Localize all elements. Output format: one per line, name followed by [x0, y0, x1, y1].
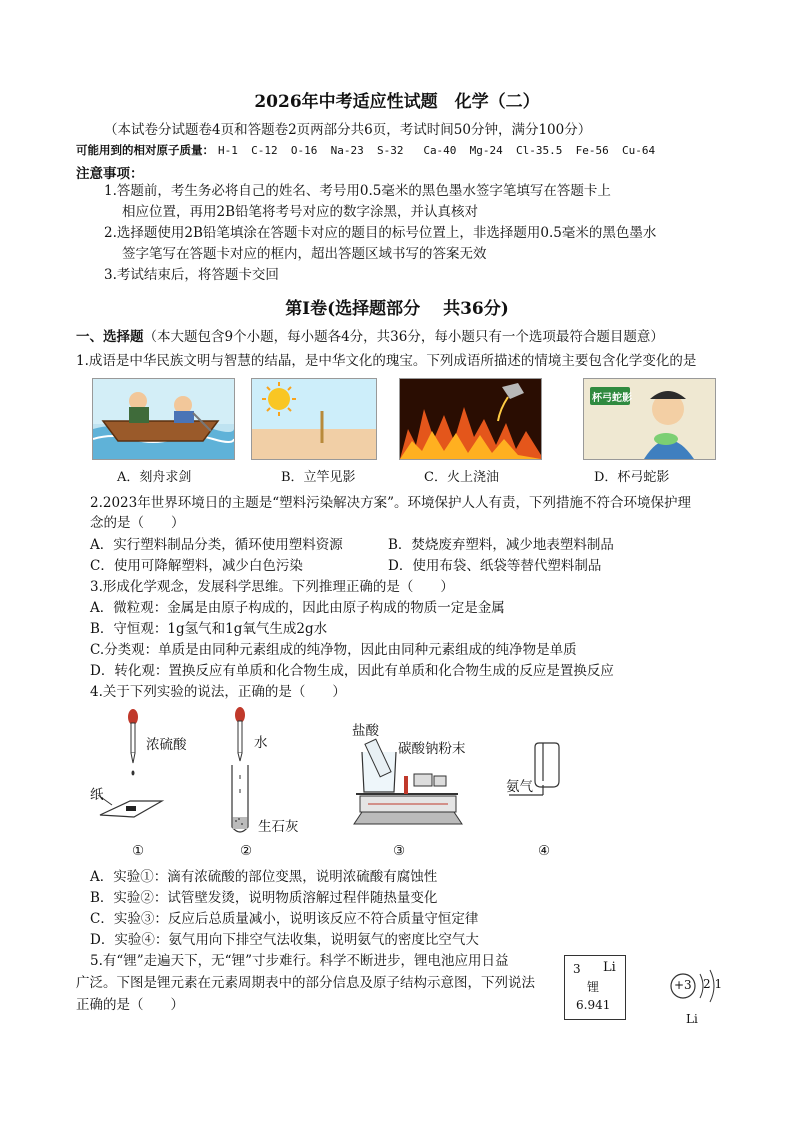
- cell-atomic-number: 3: [573, 962, 581, 976]
- q2-stem-1: 2.2023年世界环境日的主题是“塑料污染解决方案”。环境保护人人有责，下列措施不符合环境保护理: [90, 495, 692, 511]
- q1-image-d: [583, 378, 716, 460]
- q4-label-paper: 纸: [90, 787, 104, 803]
- q5-stem-1: 5.有“锂”走遍天下，无“锂”寸步难行。科学不断进步，锂电池应用日益: [90, 953, 509, 969]
- q4-option-b: B．实验②：试管壁发烫，说明物质溶解过程伴随热量变化: [90, 890, 438, 906]
- q4-option-c: C．实验③：反应后总质量减小，说明该反应不符合质量守恒定律: [90, 911, 479, 927]
- atom-nucleus: +3: [674, 978, 692, 992]
- q4-label-lime: 生石灰: [258, 819, 299, 835]
- atom-symbol: Li: [686, 1012, 698, 1026]
- notice-item-3: 3.考试结束后，将答题卡交回: [104, 267, 279, 283]
- atomic-mass-line: [76, 142, 655, 158]
- q5-stem-2: 广泛。下图是锂元素在元素周期表中的部分信息及原子结构示意图，下列说法: [76, 975, 535, 991]
- notice-item-1: 1.答题前，考生务必将自己的姓名、考号用0.5毫米的黑色墨水签字笔填写在答题卡上: [104, 183, 611, 199]
- q1-option-c: C．火上浇油: [424, 470, 499, 485]
- exam-title: 2026年中考适应性试题 化学（二）: [254, 92, 540, 112]
- q4-experiment-1: [90, 705, 200, 835]
- q1-image-b: [251, 378, 377, 460]
- q4-label-ammonia: 氨气: [506, 779, 533, 795]
- section-intro-text: （本大题包含9个小题，每小题各4分，共36分，每小题只有一个选项最符合题目题意）: [143, 329, 664, 345]
- q5-stem-3: 正确的是（ ）: [76, 997, 184, 1013]
- q1-image-c: [399, 378, 542, 460]
- q3-option-c: C.分类观：单质是由同种元素组成的纯净物，因此由同种元素组成的纯净物是单质: [90, 642, 577, 658]
- q1-option-a: A．刻舟求剑: [117, 470, 192, 485]
- cell-name: 锂: [587, 980, 600, 994]
- section-title: 第Ⅰ卷(选择题部分 共36分): [285, 299, 509, 319]
- atom-shells: 2 1: [703, 977, 723, 991]
- notice-item-2: 2.选择题使用2B铅笔填涂在答题卡对应的题目的标号位置上，非选择题用0.5毫米的黑色墨水: [104, 225, 657, 241]
- q1-option-b: B．立竿见影: [281, 470, 356, 485]
- q3-option-a: A．微粒观：金属是由原子构成的，因此由原子构成的物质一定是金属: [90, 600, 505, 616]
- q4-option-a: A．实验①：滴有浓硫酸的部位变黑，说明浓硫酸有腐蚀性: [90, 869, 438, 885]
- q1-card-text: 杯弓蛇影: [592, 393, 632, 404]
- q1-image-a: [92, 378, 235, 460]
- q4-label-water: 水: [254, 735, 268, 751]
- cell-atomic-mass: 6.941: [576, 998, 611, 1012]
- q2-option-b: B．焚烧废弃塑料，减少地表塑料制品: [388, 537, 614, 553]
- q4-option-d: D．实验④：氨气用向下排空气法收集，说明氨气的密度比空气大: [90, 932, 479, 948]
- q1-stem: 1.成语是中华民族文明与智慧的结晶，是中华文化的瑰宝。下列成语所描述的情境主要包含化学变化的是: [76, 353, 697, 369]
- q4-stem: 4.关于下列实验的说法，正确的是（ ）: [90, 684, 346, 700]
- q4-number-4: ④: [538, 843, 551, 859]
- atomic-mass-label: 可能用到的相对原子质量：: [76, 143, 214, 157]
- section-intro-label: 一、选择题: [76, 329, 144, 345]
- atomic-mass-values: H-1 C-12 O-16 Na-23 S-32 Ca-40 Mg-24 Cl-35.5 Fe-56 Cu-64: [218, 144, 656, 157]
- notice-heading: 注意事项：: [76, 166, 144, 182]
- q4-number-3: ③: [393, 843, 406, 859]
- q3-option-d: D．转化观：置换反应有单质和化合物生成，因此有单质和化合物生成的反应是置换反应: [90, 663, 614, 679]
- q4-number-1: ①: [132, 843, 145, 859]
- notice-item-1-cont: 相应位置，再用2B铅笔将考号对应的数字涂黑，并认真核对: [122, 204, 479, 220]
- q2-option-c: C．使用可降解塑料，减少白色污染: [90, 558, 303, 574]
- notice-item-2-cont: 签字笔写在答题卡对应的框内，超出答题区域书写的答案无效: [122, 246, 487, 262]
- q4-label-acid: 浓硫酸: [146, 737, 187, 753]
- q4-label-na2co3: 碳酸钠粉末: [398, 741, 466, 757]
- cell-symbol: Li: [603, 960, 616, 975]
- section-intro: [76, 328, 664, 347]
- lithium-atom-diagram: [668, 962, 728, 1032]
- q4-label-hcl: 盐酸: [352, 723, 379, 739]
- q4-number-2: ②: [240, 843, 253, 859]
- q3-option-b: B．守恒观：1g氢气和1g氧气生成2g水: [90, 621, 328, 637]
- exam-subtitle: （本试卷分试题卷4页和答题卷2页两部分共6页，考试时间50分钟，满分100分）: [104, 122, 592, 138]
- q2-option-a: A．实行塑料制品分类，循环使用塑料资源: [90, 537, 343, 553]
- q2-option-d: D．使用布袋、纸袋等替代塑料制品: [388, 558, 602, 574]
- q1-option-d: D．杯弓蛇影: [594, 470, 670, 485]
- q3-stem: 3.形成化学观念，发展科学思维。下列推理正确的是（ ）: [90, 579, 454, 595]
- q2-stem-2: 念的是（ ）: [90, 515, 185, 531]
- lithium-element-cell: [564, 955, 626, 1020]
